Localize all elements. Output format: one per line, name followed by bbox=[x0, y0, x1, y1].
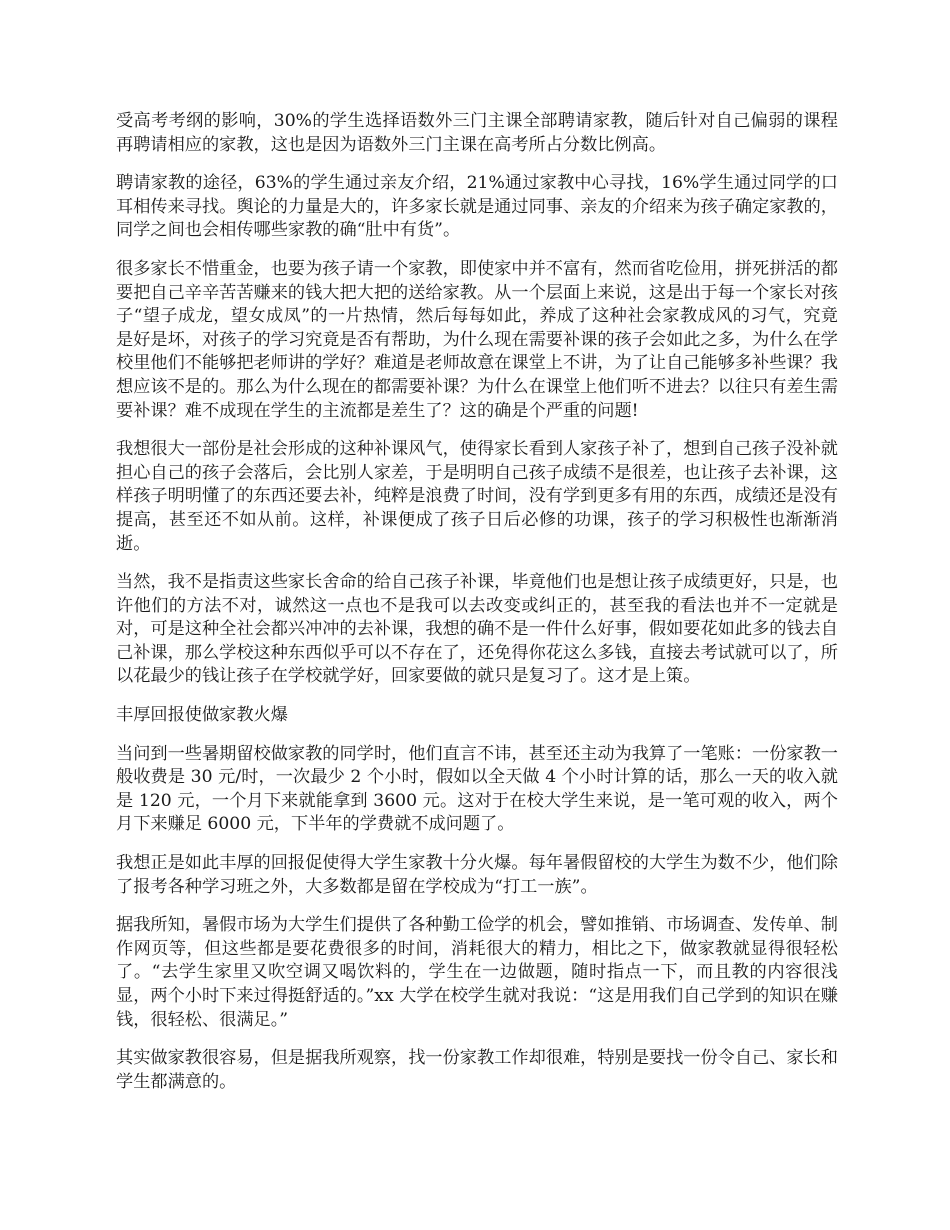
paragraph-2: 聘请家教的途径，63%的学生通过亲友介绍，21%通过家教中心寻找，16%学生通过同学的口耳相传来寻找。舆论的力量是大的，许多家长就是通过同事、亲友的介绍来为孩子确定家教的，同学之间也会相传哪些家教的确“肚中有货”。 bbox=[116, 173, 838, 241]
paragraph-9: 其实做家教很容易，但是据我所观察，找一份家教工作却很难，特别是要找一份令自己、家长和学生都满意的。 bbox=[116, 1048, 838, 1092]
paragraph-6: 当问到一些暑期留校做家教的同学时，他们直言不讳，甚至还主动为我算了一笔账：一份家教一般收费是 30 元/时，一次最少 2 个小时，假如以全天做 4 个小时计算的话，那么一天的收入就是 120 元，一个月下来就能拿到 3600 元。这对于在校大学生来说，是一笔可观的收入，两个月下来赚足 6000 元，下半年的学费就不成问题了。 bbox=[116, 743, 838, 835]
paragraph-8: 据我所知，暑假市场为大学生们提供了各种勤工俭学的机会，譬如推销、市场调查、发传单、制作网页等，但这些都是要花费很多的时间，消耗很大的精力，相比之下，做家教就显得很轻松了。“去学生家里又吹空调又喝饮料的，学生在一边做题，随时指点一下，而且教的内容很浅显，两个小时下来过得挺舒适的。”xx 大学在校学生就对我说：“这是用我们自己学到的知识在赚钱，很轻松、很满足。” bbox=[116, 915, 838, 1030]
document-body bbox=[116, 110, 838, 1109]
paragraph-1: 受高考考纲的影响，30%的学生选择语数外三门主课全部聘请家教，随后针对自己偏弱的课程再聘请相应的家教，这也是因为语数外三门主课在高考所占分数比例高。 bbox=[116, 111, 838, 155]
paragraph-5: 当然，我不是指责这些家长舍命的给自己孩子补课，毕竟他们也是想让孩子成绩更好，只是，也许他们的方法不对，诚然这一点也不是我可以去改变或纠正的，甚至我的看法也并不一定就是对，可是这种全社会都兴冲冲的去补课，我想的确不是一件什么好事，假如要花如此多的钱去自己补课，那么学校这种东西似乎可以不存在了，还免得你花这么多钱，直接去考试就可以了，所以花最少的钱让孩子在学校就学好，回家要做的就只是复习了。这才是上策。 bbox=[116, 572, 838, 687]
paragraph-7: 我想正是如此丰厚的回报促使得大学生家教十分火爆。每年暑假留校的大学生为数不少，他们除了报考各种学习班之外，大多数都是留在学校成为“打工一族”。 bbox=[116, 853, 838, 897]
section-heading: 丰厚回报使做家教火爆 bbox=[116, 705, 288, 726]
paragraph-3: 很多家长不惜重金，也要为孩子请一个家教，即使家中并不富有，然而省吃俭用，拼死拼活的都要把自己辛辛苦苦赚来的钱大把大把的送给家教。从一个层面上来说，这是出于每一个家长对孩子“望子成龙，望女成凤”的一片热情，然后每每如此，养成了这种社会家教成风的习气，究竟是好是坏，对孩子的学习究竟是否有帮助，为什么现在需要补课的孩子会如此之多，为什么在学校里他们不能够把老师讲的学好？难道是老师故意在课堂上不讲，为了让自己能够多补些课？我想应该不是的。那么为什么现在的都需要补课？为什么在课堂上他们听不进去？以往只有差生需要补课？难不成现在学生的主流都是差生了？这的确是个严重的问题! bbox=[116, 258, 838, 421]
paragraph-4: 我想很大一部份是社会形成的这种补课风气，使得家长看到人家孩子补了，想到自己孩子没补就担心自己的孩子会落后，会比别人家差，于是明明自己孩子成绩不是很差，也让孩子去补课，这样孩子明明懂了的东西还要去补，纯粹是浪费了时间，没有学到更多有用的东西，成绩还是没有提高，甚至还不如从前。这样，补课便成了孩子日后必修的功课，孩子的学习积极性也渐渐消逝。 bbox=[116, 439, 838, 554]
